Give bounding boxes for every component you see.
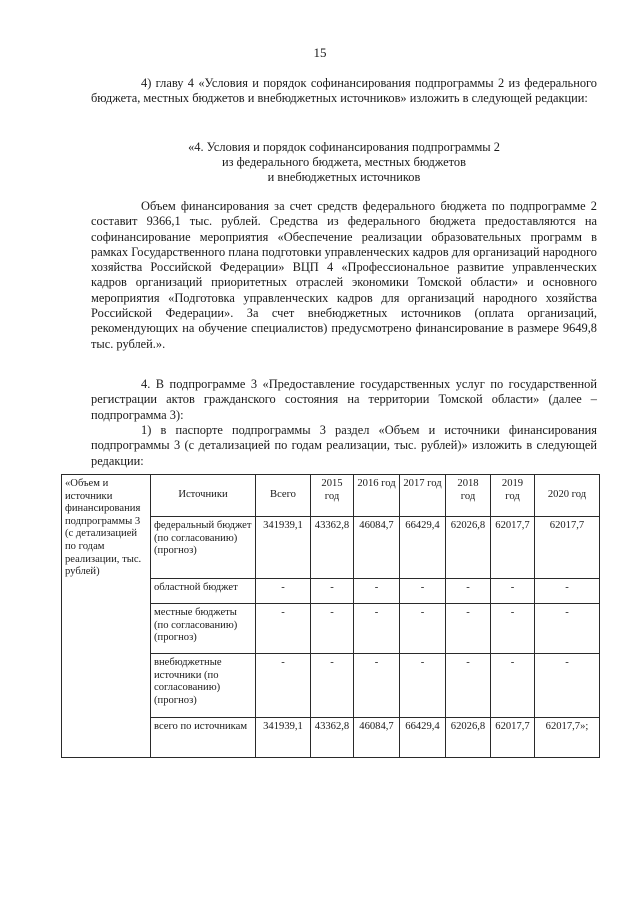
- header-year-2019: 2019 год: [491, 475, 535, 517]
- cell-value: -: [256, 579, 311, 604]
- paragraph-subprogram-3: 4. В подпрограмме 3 «Предоставление государственных услуг по государственной регистрации актов гражданского состояния на территории Томской области» (далее – подпрограмма 3):: [91, 377, 597, 422]
- cell-value: -: [354, 654, 400, 718]
- source-federal: федеральный бюджет (по согласованию) (прогноз): [151, 517, 256, 579]
- header-year-2020: 2020 год: [535, 475, 600, 517]
- section-heading-line-3: и внебюджетных источников: [267, 170, 421, 184]
- source-regional: областной бюджет: [151, 579, 256, 604]
- table-row-label: «Объем и источники финансирования подпрограммы 3 (с детализацией по годам реализации, тыс. рублей): [62, 475, 151, 758]
- cell-value: -: [400, 604, 446, 654]
- cell-value: -: [311, 654, 354, 718]
- cell-value: 43362,8: [311, 517, 354, 579]
- cell-value: 62017,7: [491, 517, 535, 579]
- cell-value: -: [446, 654, 491, 718]
- paragraph-federal-financing: Объем финансирования за счет средств федерального бюджета по подпрограмме 2 составит 9366,1 тыс. рублей. Средства из федерального бюджета предоставляются на софинансирование мероприятия «Обеспечение реализации образовательных программ в рамках Государственного плана подготовки управленческих кадров для организаций народного хозяйства Российской Федерации» ВЦП 4 «Профессиональное развитие управленческих кадров организаций приоритетных отраслей экономики Томской области» и основного мероприятия «Подготовка управленческих кадров для организаций народного хозяйства Российской Федерации». За счет внебюджетных источников (оплата организаций, рекомендующих на обучение специалистов) предусмотрено финансирование в размере 9649,8 тыс. рублей.».: [91, 199, 597, 351]
- cell-value: 62017,7»;: [535, 718, 600, 758]
- financing-table: [61, 474, 600, 758]
- cell-value: -: [256, 654, 311, 718]
- cell-value: -: [400, 654, 446, 718]
- header-total: Всего: [256, 475, 311, 517]
- cell-value: -: [311, 579, 354, 604]
- cell-value: 341939,1: [256, 718, 311, 758]
- source-local: местные бюджеты (по согласованию) (прогноз): [151, 604, 256, 654]
- cell-value: -: [311, 604, 354, 654]
- cell-value: -: [491, 579, 535, 604]
- page-number: 15: [313, 45, 327, 60]
- cell-value: -: [491, 604, 535, 654]
- header-year-2015: 2015 год: [311, 475, 354, 517]
- cell-value: 43362,8: [311, 718, 354, 758]
- cell-value: -: [354, 604, 400, 654]
- cell-value: -: [400, 579, 446, 604]
- source-extrabudgetary: внебюджетные источники (по согласованию) (прогноз): [151, 654, 256, 718]
- cell-value: -: [535, 579, 600, 604]
- cell-value: 46084,7: [354, 517, 400, 579]
- header-year-2016: 2016 год: [354, 475, 400, 517]
- header-year-2017: 2017 год: [400, 475, 446, 517]
- section-heading-line-2: из федерального бюджета, местных бюджетов: [222, 155, 466, 169]
- cell-value: -: [535, 604, 600, 654]
- cell-value: 62026,8: [446, 718, 491, 758]
- section-heading-line-1: «4. Условия и порядок софинансирования подпрограммы 2: [188, 140, 500, 154]
- cell-value: -: [491, 654, 535, 718]
- header-year-2018: 2018 год: [446, 475, 491, 517]
- cell-value: 46084,7: [354, 718, 400, 758]
- cell-value: -: [256, 604, 311, 654]
- table-header-row: [62, 475, 600, 517]
- cell-value: 62017,7: [535, 517, 600, 579]
- cell-value: -: [535, 654, 600, 718]
- cell-value: 66429,4: [400, 517, 446, 579]
- cell-value: -: [354, 579, 400, 604]
- cell-value: -: [446, 604, 491, 654]
- cell-value: 62017,7: [491, 718, 535, 758]
- paragraph-chapter-4-intro: 4) главу 4 «Условия и порядок софинансирования подпрограммы 2 из федерального бюджета, местных бюджетов и внебюджетных источников» изложить в следующей редакции:: [91, 76, 597, 106]
- cell-value: 341939,1: [256, 517, 311, 579]
- cell-value: 62026,8: [446, 517, 491, 579]
- cell-value: -: [446, 579, 491, 604]
- source-total: всего по источникам: [151, 718, 256, 758]
- paragraph-passport-instruction: 1) в паспорте подпрограммы 3 раздел «Объем и источники финансирования подпрограммы 3 (с детализацией по годам реализации, тыс. рублей)» изложить в следующей редакции:: [91, 423, 597, 468]
- cell-value: 66429,4: [400, 718, 446, 758]
- header-sources: Источники: [151, 475, 256, 517]
